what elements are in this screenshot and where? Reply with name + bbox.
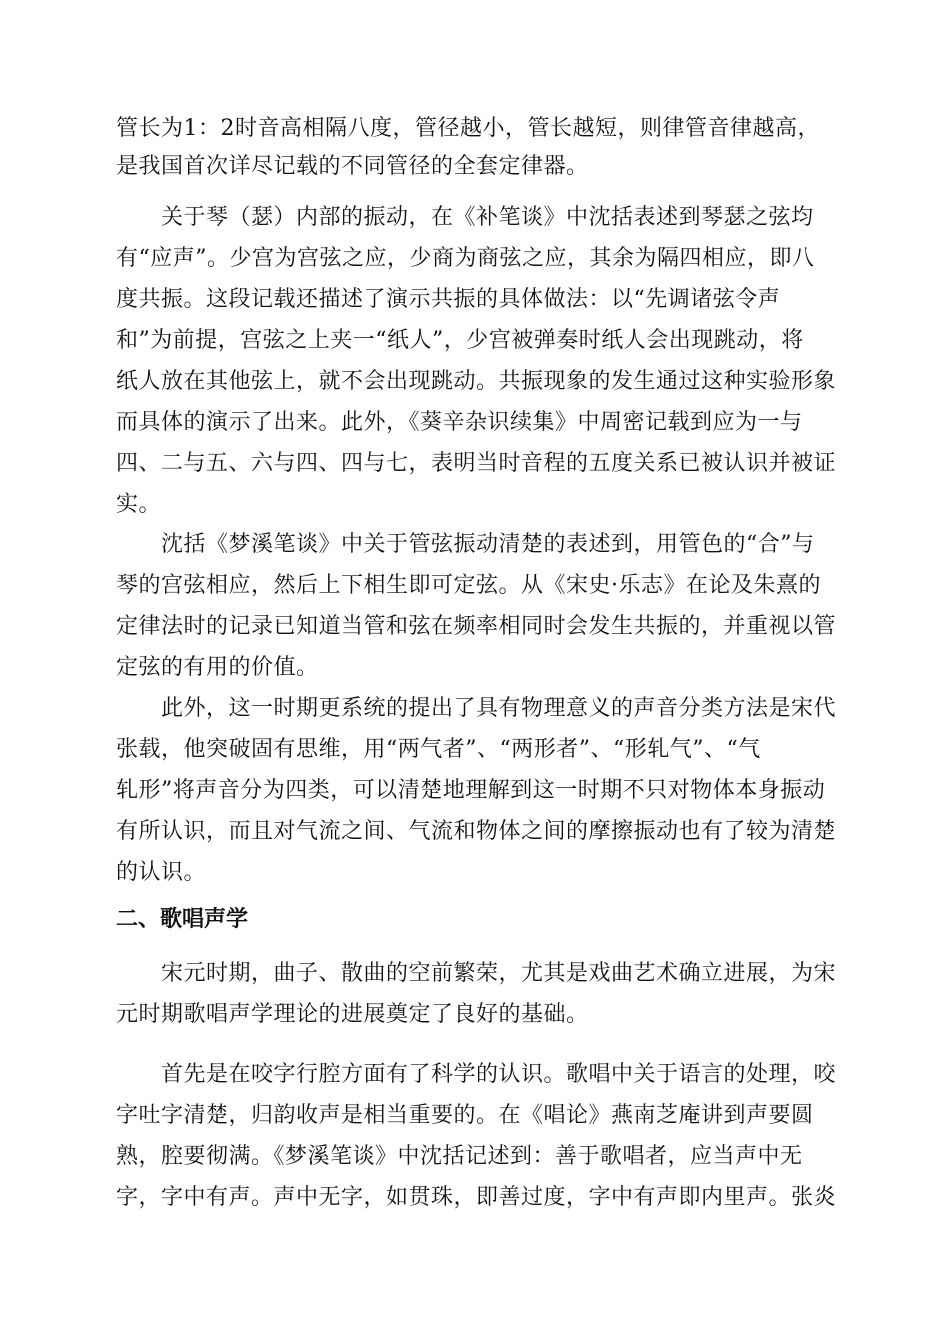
text-line: 纸人放在其他弦上，就不会出现跳动。共振现象的发生通过这种实验形象 (116, 369, 837, 394)
text-line: 的认识。 (116, 860, 207, 885)
text-line: 首先是在咬字行腔方面有了科学的认识。歌唱中关于语言的处理，咬 (161, 1062, 837, 1087)
text-line: 实。 (116, 492, 162, 517)
text-line: 字，字中有声。声中无字，如贯珠，即善过度，字中有声即内里声。张炎 (116, 1185, 837, 1210)
text-line: 度共振。这段记载还描述了演示共振的具体做法：以“先调诸弦令声 (116, 287, 781, 312)
text-line: 管长为1：2时音高相隔八度，管径越小，管长越短，则律管音律越高， (116, 116, 820, 141)
text-line: 四、二与五、六与四、四与七，表明当时音程的五度关系已被认识并被证 (116, 451, 837, 476)
section-heading: 二、歌唱声学 (116, 907, 249, 932)
text-line: 有“应声”。少宫为宫弦之应，少商为商弦之应，其余为隔四相应，即八 (116, 246, 815, 271)
text-line: 关于琴（瑟）内部的振动，在《补笔谈》中沈括表述到琴瑟之弦均 (161, 205, 814, 230)
text-line: 轧形”将声音分为四类，可以清楚地理解到这一时期不只对物体本身振动 (116, 778, 826, 803)
text-line: 琴的宫弦相应，然后上下相生即可定弦。从《宋史·乐志》在论及朱熹的 (116, 573, 821, 598)
text-line: 定律法时的记录已知道当管和弦在频率相同时会发生共振的，并重视以管 (116, 614, 837, 639)
text-line: 此外，这一时期更系统的提出了具有物理意义的声音分类方法是宋代 (161, 696, 837, 721)
text-line: 而具体的演示了出来。此外，《葵辛杂识续集》中周密记载到应为一与 (116, 410, 803, 435)
text-line: 宋元时期，曲子、散曲的空前繁荣，尤其是戏曲艺术确立进展，为宋 (161, 961, 837, 986)
text-line: 字吐字清楚，归韵收声是相当重要的。在《唱论》燕南芝庵讲到声要圆 (116, 1103, 814, 1128)
text-line: 张载，他突破固有思维，用“两气者”、“两形者”、“形轧气”、“气 (116, 737, 761, 762)
text-line: 元时期歌唱声学理论的进展奠定了良好的基础。 (116, 1002, 589, 1027)
text-line: 沈括《梦溪笔谈》中关于管弦振动清楚的表述到，用管色的“合”与 (161, 532, 815, 557)
text-line: 定弦的有用的价值。 (116, 655, 319, 680)
text-line: 熟，腔要彻满。《梦溪笔谈》中沈括记述到：善于歌唱者，应当声中无 (116, 1144, 803, 1169)
text-line: 和”为前提，宫弦之上夹一“纸人”，少宫被弹奏时纸人会出现跳动，将 (116, 328, 804, 353)
text-line: 有所认识，而且对气流之间、气流和物体之间的摩擦振动也有了较为清楚 (116, 819, 837, 844)
text-line: 是我国首次详尽记载的不同管径的全套定律器。 (116, 154, 589, 179)
